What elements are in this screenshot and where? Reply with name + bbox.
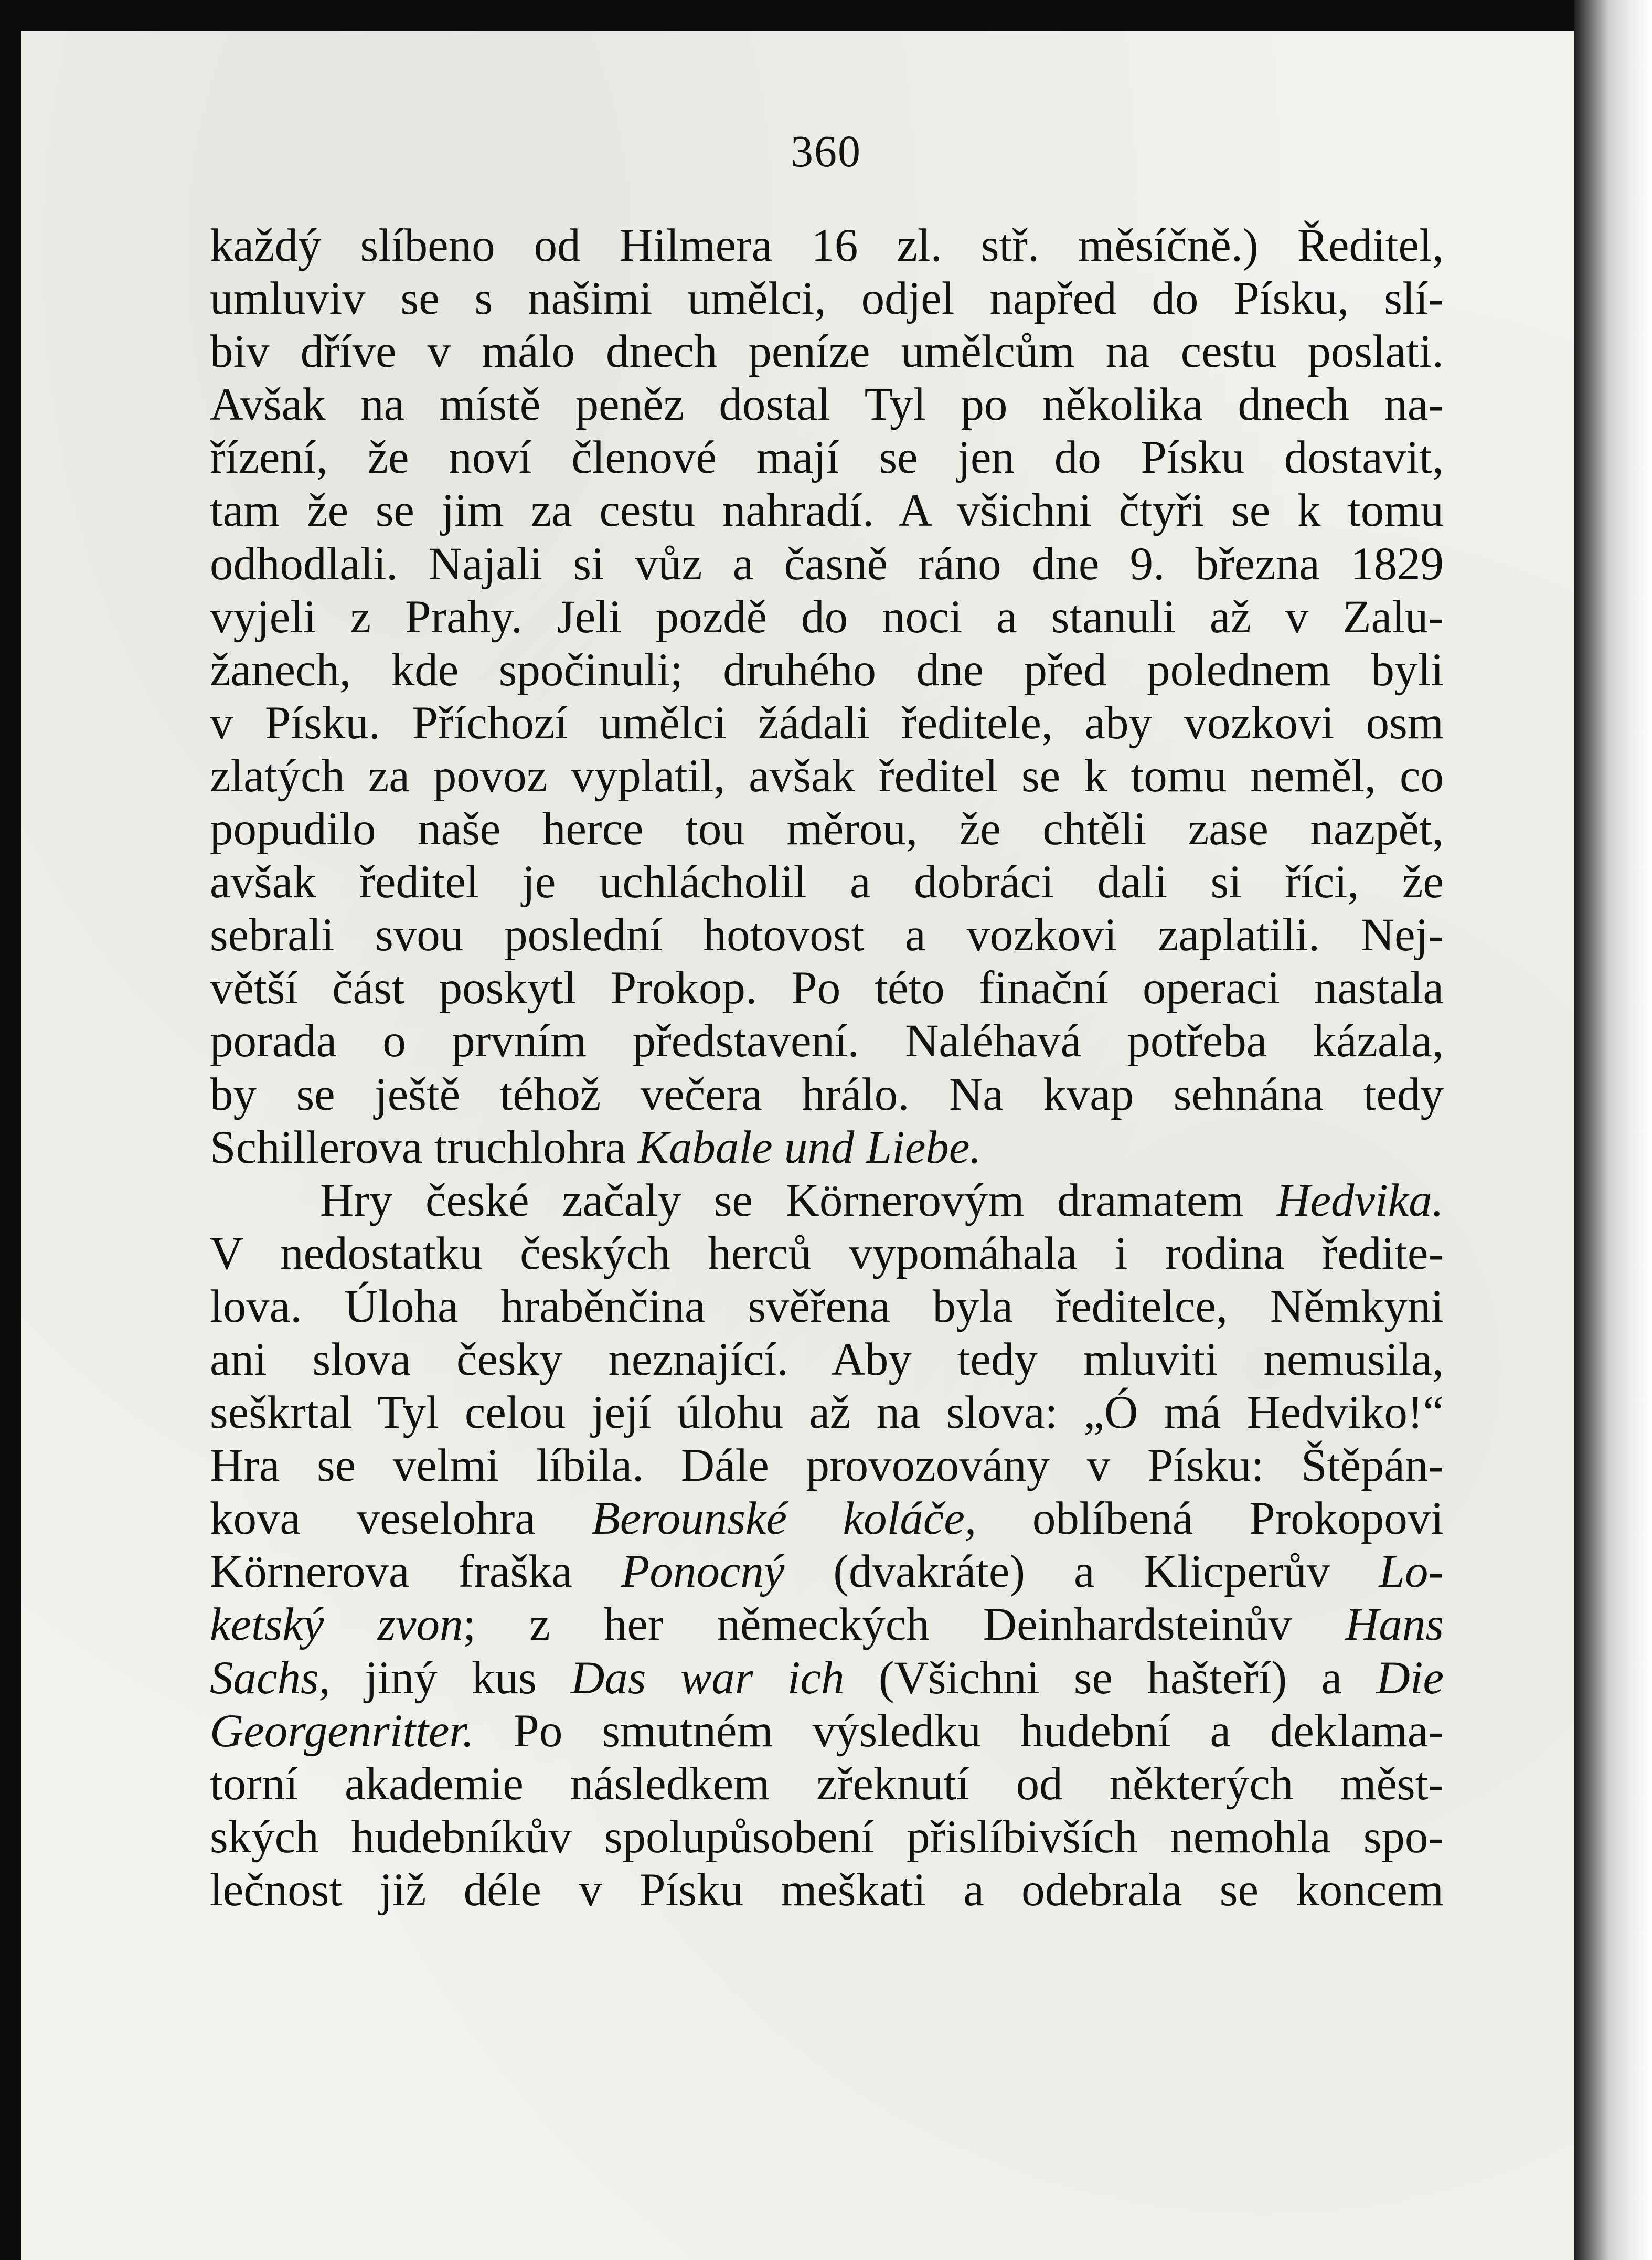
text-segment: by se ještě téhož večera hrálo. Na kvap sehnána tedy [210,1068,1444,1120]
text-segment: Hry české začaly se Körnerovým dramatem [320,1174,1277,1226]
text-line [210,272,1444,325]
text-line [210,1652,1444,1705]
text-line [210,1439,1444,1492]
text-line [210,962,1444,1015]
text-segment: Po smutném výsledku hudební a deklama- [474,1705,1444,1757]
text-segment: popudilo naše herce tou měrou, že chtěli zase nazpět, [210,803,1444,855]
text-line [210,856,1444,909]
italic-title: Die [1376,1652,1444,1704]
text-line [210,1545,1444,1598]
text-line [210,1174,1444,1227]
page-number: 360 [791,126,861,176]
italic-title: Hans [1345,1599,1444,1651]
text-segment: žanech, kde spočinuli; druhého dne před polednem byli [210,644,1444,696]
text-segment: porada o prvním představení. Naléhavá potřeba kázala, [210,1015,1444,1067]
text-line [210,591,1444,644]
text-line [210,219,1444,272]
italic-title: Berounské koláče, [591,1493,977,1545]
text-line [210,1333,1444,1386]
text-line [210,1864,1444,1917]
text-segment: v Písku. Příchozí umělci žádali ředitele, aby vozkovi osm [210,697,1444,749]
text-line [210,1068,1444,1121]
text-segment: Körnerova fraška [210,1546,621,1598]
text-segment: kova veselohra [210,1493,592,1545]
text-segment: Schillerova truchlohra [210,1121,638,1173]
text-segment: sebrali svou poslední hotovost a vozkovi zaplatili. Nej- [210,909,1444,961]
text-segment: avšak ředitel je uchlácholil a dobráci dali si říci, že [210,856,1444,908]
italic-title: Kabale und Liebe. [637,1121,982,1173]
italic-title: Lo- [1379,1546,1444,1598]
text-line [210,431,1444,484]
text-segment: lečnost již déle v Písku meškati a odebrala se koncem [210,1864,1444,1916]
text-line [210,1015,1444,1068]
text-segment: biv dříve v málo dnech peníze umělcům na cestu poslati. [210,326,1444,378]
text-segment: tam že se jim za cestu nahradí. A všichni čtyři se k tomu [210,485,1444,537]
text-line [210,1811,1444,1864]
text-line [210,1121,1444,1174]
text-line [210,1227,1444,1280]
text-line [210,325,1444,378]
text-line [210,1705,1444,1758]
text-segment: torní akademie následkem zřeknutí od některých měst- [210,1758,1444,1810]
text-segment: ; z her německých Deinhardsteinův [463,1599,1346,1651]
italic-title: Georgenritter. [210,1705,474,1757]
italic-title: Ponocný [621,1546,785,1598]
text-line [210,1492,1444,1545]
italic-title: Sachs, [210,1652,331,1704]
text-line [210,378,1444,431]
text-line [210,1280,1444,1333]
text-line [210,1598,1444,1651]
text-segment: umluviv se s našimi umělci, odjel napřed do Písku, slí- [210,273,1444,325]
text-line [210,697,1444,750]
text-line [210,750,1444,803]
text-segment: Avšak na místě peněz dostal Tyl po několika dnech na- [210,379,1444,431]
text-segment: Hra se velmi líbila. Dále provozovány v Písku: Štěpán- [210,1440,1444,1492]
italic-title: ketský zvon [210,1599,463,1651]
text-line [210,538,1444,591]
text-line [210,909,1444,962]
text-segment: zlatých za povoz vyplatil, avšak ředitel se k tomu neměl, co [210,750,1444,802]
text-segment: (dvakráte) a Klicperův [784,1546,1379,1598]
body-text [210,219,1444,1917]
page-edge [1574,0,1652,2260]
text-segment: (Všichni se hašteří) a [844,1652,1377,1704]
text-line [210,644,1444,697]
text-segment: větší část poskytl Prokop. Po této finační operaci nastala [210,962,1444,1014]
text-line [210,1386,1444,1439]
text-segment: ských hudebníkův spolupůsobení přislíbivších nemohla spo- [210,1811,1444,1863]
text-segment: každý slíbeno od Hilmera 16 zl. stř. měsíčně.) Ředitel, [210,220,1444,271]
italic-title: Hedvika. [1276,1174,1444,1226]
text-line [210,484,1444,537]
text-segment: lova. Úloha hraběnčina svěřena byla ředitelce, Němkyni [210,1280,1444,1332]
text-segment: oblíbená Prokopovi [976,1493,1444,1545]
text-segment: odhodlali. Najali si vůz a časně ráno dne 9. března 1829 [210,538,1444,590]
italic-title: Das war ich [571,1652,845,1704]
text-segment: seškrtal Tyl celou její úlohu až na slova: „Ó má Hedviko!“ [210,1387,1444,1439]
text-line [210,1758,1444,1811]
text-segment: ani slova česky neznající. Aby tedy mluviti nemusila, [210,1333,1444,1385]
text-segment: vyjeli z Prahy. Jeli pozdě do noci a stanuli až v Zalu- [210,591,1444,643]
text-line [210,803,1444,856]
text-segment: V nedostatku českých herců vypomáhala i rodina ředite- [210,1227,1444,1279]
text-segment: jiný kus [330,1652,571,1704]
text-segment: řízení, že noví členové mají se jen do Písku dostavit, [210,432,1444,484]
